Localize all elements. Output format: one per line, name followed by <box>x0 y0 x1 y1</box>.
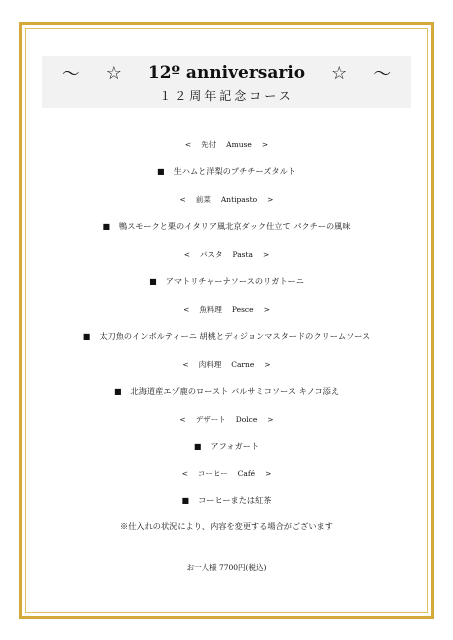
dish-name: アマトリチャーナソースのリガトーニ <box>165 276 304 286</box>
left-star-icon: ☆ <box>105 62 122 84</box>
square-bullet-icon: ■ <box>113 387 122 396</box>
title-line <box>42 60 411 86</box>
right-star-icon: ☆ <box>331 62 348 84</box>
course-name-en: Pesce <box>231 305 254 314</box>
dish-pasta <box>30 276 423 287</box>
dish-pesce <box>30 331 423 342</box>
dish-name: 生ハムと洋梨のプチチーズタルト <box>173 166 296 176</box>
page-subtitle: １２周年記念コース <box>159 89 294 103</box>
course-name-jp: 前菜 <box>195 195 211 204</box>
dish-name: 北海道産エゾ鹿のロースト バルサミコソース キノコ添え <box>130 386 340 396</box>
label-open-bracket: < <box>183 305 190 314</box>
square-bullet-icon: ■ <box>157 167 165 176</box>
course-name-en: Amuse <box>226 140 252 149</box>
course-label-pesce <box>30 304 423 315</box>
square-bullet-icon: ■ <box>193 442 202 451</box>
course-label-antipasto <box>30 194 423 205</box>
label-close-bracket: > <box>264 360 271 369</box>
course-name-en: Dolce <box>235 415 258 424</box>
course-label-carne <box>30 359 423 370</box>
label-open-bracket: < <box>181 469 188 478</box>
square-bullet-icon: ■ <box>149 277 157 286</box>
label-close-bracket: > <box>263 250 270 259</box>
dish-name: 鴨スモークと栗のイタリア風北京ダック仕立て パクチーの風味 <box>119 221 351 231</box>
square-bullet-icon: ■ <box>102 222 111 231</box>
course-name-jp: 肉料理 <box>198 360 222 369</box>
course-name-en: Pasta <box>232 250 253 259</box>
dish-name: コーヒーまたは紅茶 <box>198 495 272 505</box>
dish-name: 太刀魚のインボルティーニ 胡桃とディジョンマスタードのクリームソース <box>99 331 371 341</box>
label-close-bracket: > <box>267 415 274 424</box>
square-bullet-icon: ■ <box>82 332 91 341</box>
course-label-amuse <box>30 139 423 150</box>
label-open-bracket: < <box>184 140 192 149</box>
label-open-bracket: < <box>183 250 190 259</box>
course-name-jp: パスタ <box>199 250 223 259</box>
dish-cafe <box>30 495 423 506</box>
course-name-jp: 先付 <box>201 140 217 149</box>
course-name-jp: 魚料理 <box>199 305 222 314</box>
title-banner <box>42 56 411 108</box>
label-close-bracket: > <box>267 195 274 204</box>
dish-amuse <box>30 166 423 177</box>
label-open-bracket: < <box>179 195 186 204</box>
course-name-jp: デザート <box>195 415 226 424</box>
dish-carne <box>30 386 423 397</box>
page-title: 12º anniversario <box>147 63 306 83</box>
course-label-pasta <box>30 249 423 260</box>
course-name-en: Café <box>237 469 256 478</box>
course-label-dolce <box>30 414 423 425</box>
label-open-bracket: < <box>182 360 189 369</box>
label-open-bracket: < <box>179 415 186 424</box>
label-close-bracket: > <box>263 305 270 314</box>
label-close-bracket: > <box>261 140 269 149</box>
square-bullet-icon: ■ <box>181 496 190 505</box>
course-name-en: Antipasto <box>220 195 258 204</box>
left-tilde-ornament: 〜 <box>61 64 80 85</box>
course-price: お一人様 7700円(税込) <box>186 563 267 572</box>
right-tilde-ornament: 〜 <box>373 64 392 85</box>
course-name-jp: コーヒー <box>197 469 228 478</box>
dish-name: アフォガート <box>210 441 260 451</box>
dish-dolce <box>30 441 423 452</box>
label-close-bracket: > <box>265 469 272 478</box>
dish-antipasto <box>30 221 423 232</box>
course-name-en: Carne <box>231 360 255 369</box>
menu-change-note: ※仕入れの状況により、内容を変更する場合がございます <box>120 521 333 531</box>
course-label-cafe <box>30 468 423 479</box>
